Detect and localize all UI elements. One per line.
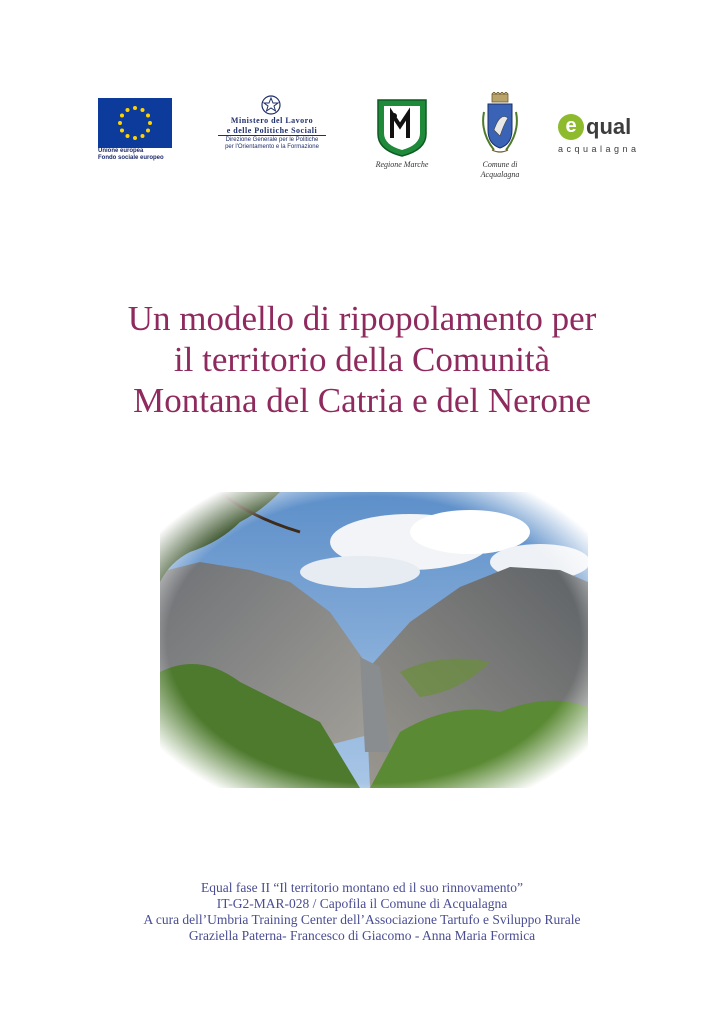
comune-acqualagna-logo — [470, 92, 530, 186]
equal-logo-icon — [556, 112, 656, 158]
ministry-line2: e delle Politiche Sociali — [226, 126, 318, 135]
footer-credits — [62, 880, 662, 944]
title-line2: il territorio della Comunità — [173, 340, 551, 379]
ministry-name — [212, 116, 332, 136]
footer-line2: IT-G2-MAR-028 / Capofila il Comune di Acqualagna — [216, 896, 508, 911]
eu-caption — [98, 148, 172, 162]
comune-caption — [470, 160, 530, 180]
ministry-line4: per l'Orientamento e la Formazione — [225, 144, 319, 150]
comune-caption-line2: Acqualagna — [480, 170, 520, 179]
page-title — [62, 298, 662, 421]
equal-logo-word: qual — [586, 114, 632, 139]
comune-caption-line1: Comune di — [482, 160, 518, 169]
ministry-divider — [218, 135, 326, 136]
ministry-line1: Ministero del Lavoro — [230, 116, 314, 125]
footer-line1: Equal fase II “Il territorio montano ed il suo rinnovamento” — [200, 880, 524, 895]
acqualagna-coat-of-arms-icon — [478, 92, 522, 163]
eu-caption-line1: Unione europea — [98, 148, 144, 154]
italian-republic-emblem-icon — [260, 94, 282, 116]
logo-row — [0, 92, 724, 192]
ministry-subtitle — [212, 137, 332, 151]
footer-line4: Graziella Paterna- Francesco di Giacomo - Anna Maria Formica — [188, 928, 536, 943]
title-line3: Montana del Catria e del Nerone — [133, 381, 591, 420]
ministry-line3: Direzione Generale per le Politiche — [225, 137, 319, 143]
mountain-gorge-photo — [160, 492, 588, 788]
eu-flag-icon — [98, 98, 172, 148]
equal-logo-subtitle: acqualagna — [558, 144, 640, 154]
title-line1: Un modello di ripopolamento per — [127, 299, 597, 338]
regione-marche-shield-icon — [374, 98, 430, 163]
eu-caption-line2: Fondo sociale europeo — [98, 155, 164, 161]
ministry-logo — [212, 92, 332, 162]
footer-line3: A cura dell’Umbria Training Center dell’Associazione Tartufo e Sviluppo Rurale — [143, 912, 581, 927]
equal-logo-letter: e — [558, 114, 584, 140]
regione-marche-logo — [370, 94, 434, 172]
regione-marche-caption: Regione Marche — [375, 160, 429, 169]
